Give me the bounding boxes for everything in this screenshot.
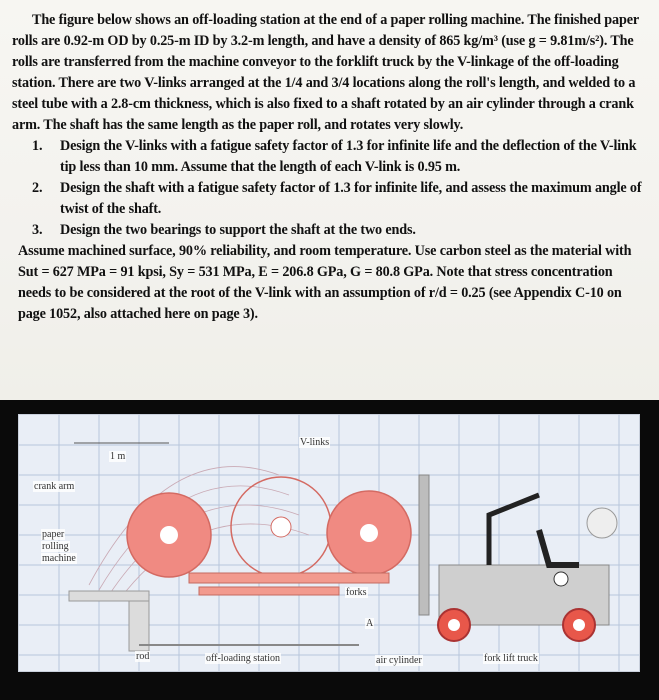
air-cylinder-label: air cylinder xyxy=(376,655,422,666)
fork-lift-truck-label: fork lift truck xyxy=(484,653,538,664)
conveyor-table xyxy=(69,591,149,601)
paper-rolling-machine-label-line2: rolling xyxy=(42,541,69,552)
forklift-front-wheel-hub xyxy=(448,619,460,631)
task-number: 1. xyxy=(32,138,43,154)
forklift-roll xyxy=(327,491,411,575)
forklift-roll-core xyxy=(360,524,378,542)
machine-roll-core xyxy=(160,526,178,544)
forklift-mast xyxy=(419,475,429,615)
task-text: Design the V-links with a fatigue safety factor of 1.3 for infinite life and the deflection of the V-link tip less than 10 mm. Assume that the length of each V-link is 0.95 m. xyxy=(60,138,637,175)
station-beam xyxy=(199,587,339,595)
v-link-arm xyxy=(189,573,389,583)
problem-text xyxy=(12,10,642,325)
forks-label: forks xyxy=(346,587,367,598)
rod-label: rod xyxy=(136,651,150,662)
forklift-rear-wheel-hub xyxy=(573,619,585,631)
task-item xyxy=(12,220,642,241)
task-item xyxy=(12,136,642,178)
one-meter-label: 1 m xyxy=(110,451,126,462)
task-number: 2. xyxy=(32,180,43,196)
forklift-truck xyxy=(419,475,617,641)
off-loading-station-structure xyxy=(69,573,389,651)
task-text: Design the shaft with a fatigue safety factor of 1.3 for infinite life, and assess the maximum angle of twist of the shaft. xyxy=(60,180,642,217)
assumptions-paragraph: Assume machined surface, 90% reliability, and room temperature. Use carbon steel as the material with Sut = 627 MPa = 91 kpsi, Sy = 531 MPa, E = 206.8 GPa, G = 80.8 GPa. Note that stress concentration needs to be considered at the root of the V-link with an assumption of r/d = 0.25 (see Appendix C-10 on page 1052, also attached here on page 3). xyxy=(18,243,632,322)
paper-rolling-machine-label-line1: paper xyxy=(42,529,65,540)
task-number: 3. xyxy=(32,222,43,238)
forklift-steering-hub xyxy=(554,572,568,586)
off-loading-station-figure xyxy=(18,414,640,672)
task-text: Design the two bearings to support the shaft at the two ends. xyxy=(60,222,416,238)
a-marker-label: A xyxy=(366,618,374,629)
machine-roll xyxy=(127,493,211,577)
off-loading-station-label: off-loading station xyxy=(206,653,280,664)
paper-rolling-machine-label-line3: machine xyxy=(42,553,76,564)
forklift-counterweight-light xyxy=(587,508,617,538)
crank-arm-label: crank arm xyxy=(34,481,75,492)
problem-intro-paragraph: The figure below shows an off-loading station at the end of a paper rolling machine. The finished paper rolls are 0.92-m OD by 0.25-m ID by 3.2-m length, and have a density of 865 kg/m³ (use g = 9.81m/s²). The rolls are transferred from the machine conveyor to the forklift truck by the V-linkage of the off-loading station. There are two V-links arranged at the 1/4 and 3/4 locations along the roll's length, and welded to a steel tube with a 2.8-cm thickness, which is also fixed to a shaft rotated by an air cylinder through a crank arm. The shaft has the same length as the paper roll, and rotates very slowly. xyxy=(12,12,639,133)
transfer-roll-core xyxy=(271,517,291,537)
task-list xyxy=(12,136,642,241)
v-links-label: V-links xyxy=(300,437,330,448)
task-item xyxy=(12,178,642,220)
